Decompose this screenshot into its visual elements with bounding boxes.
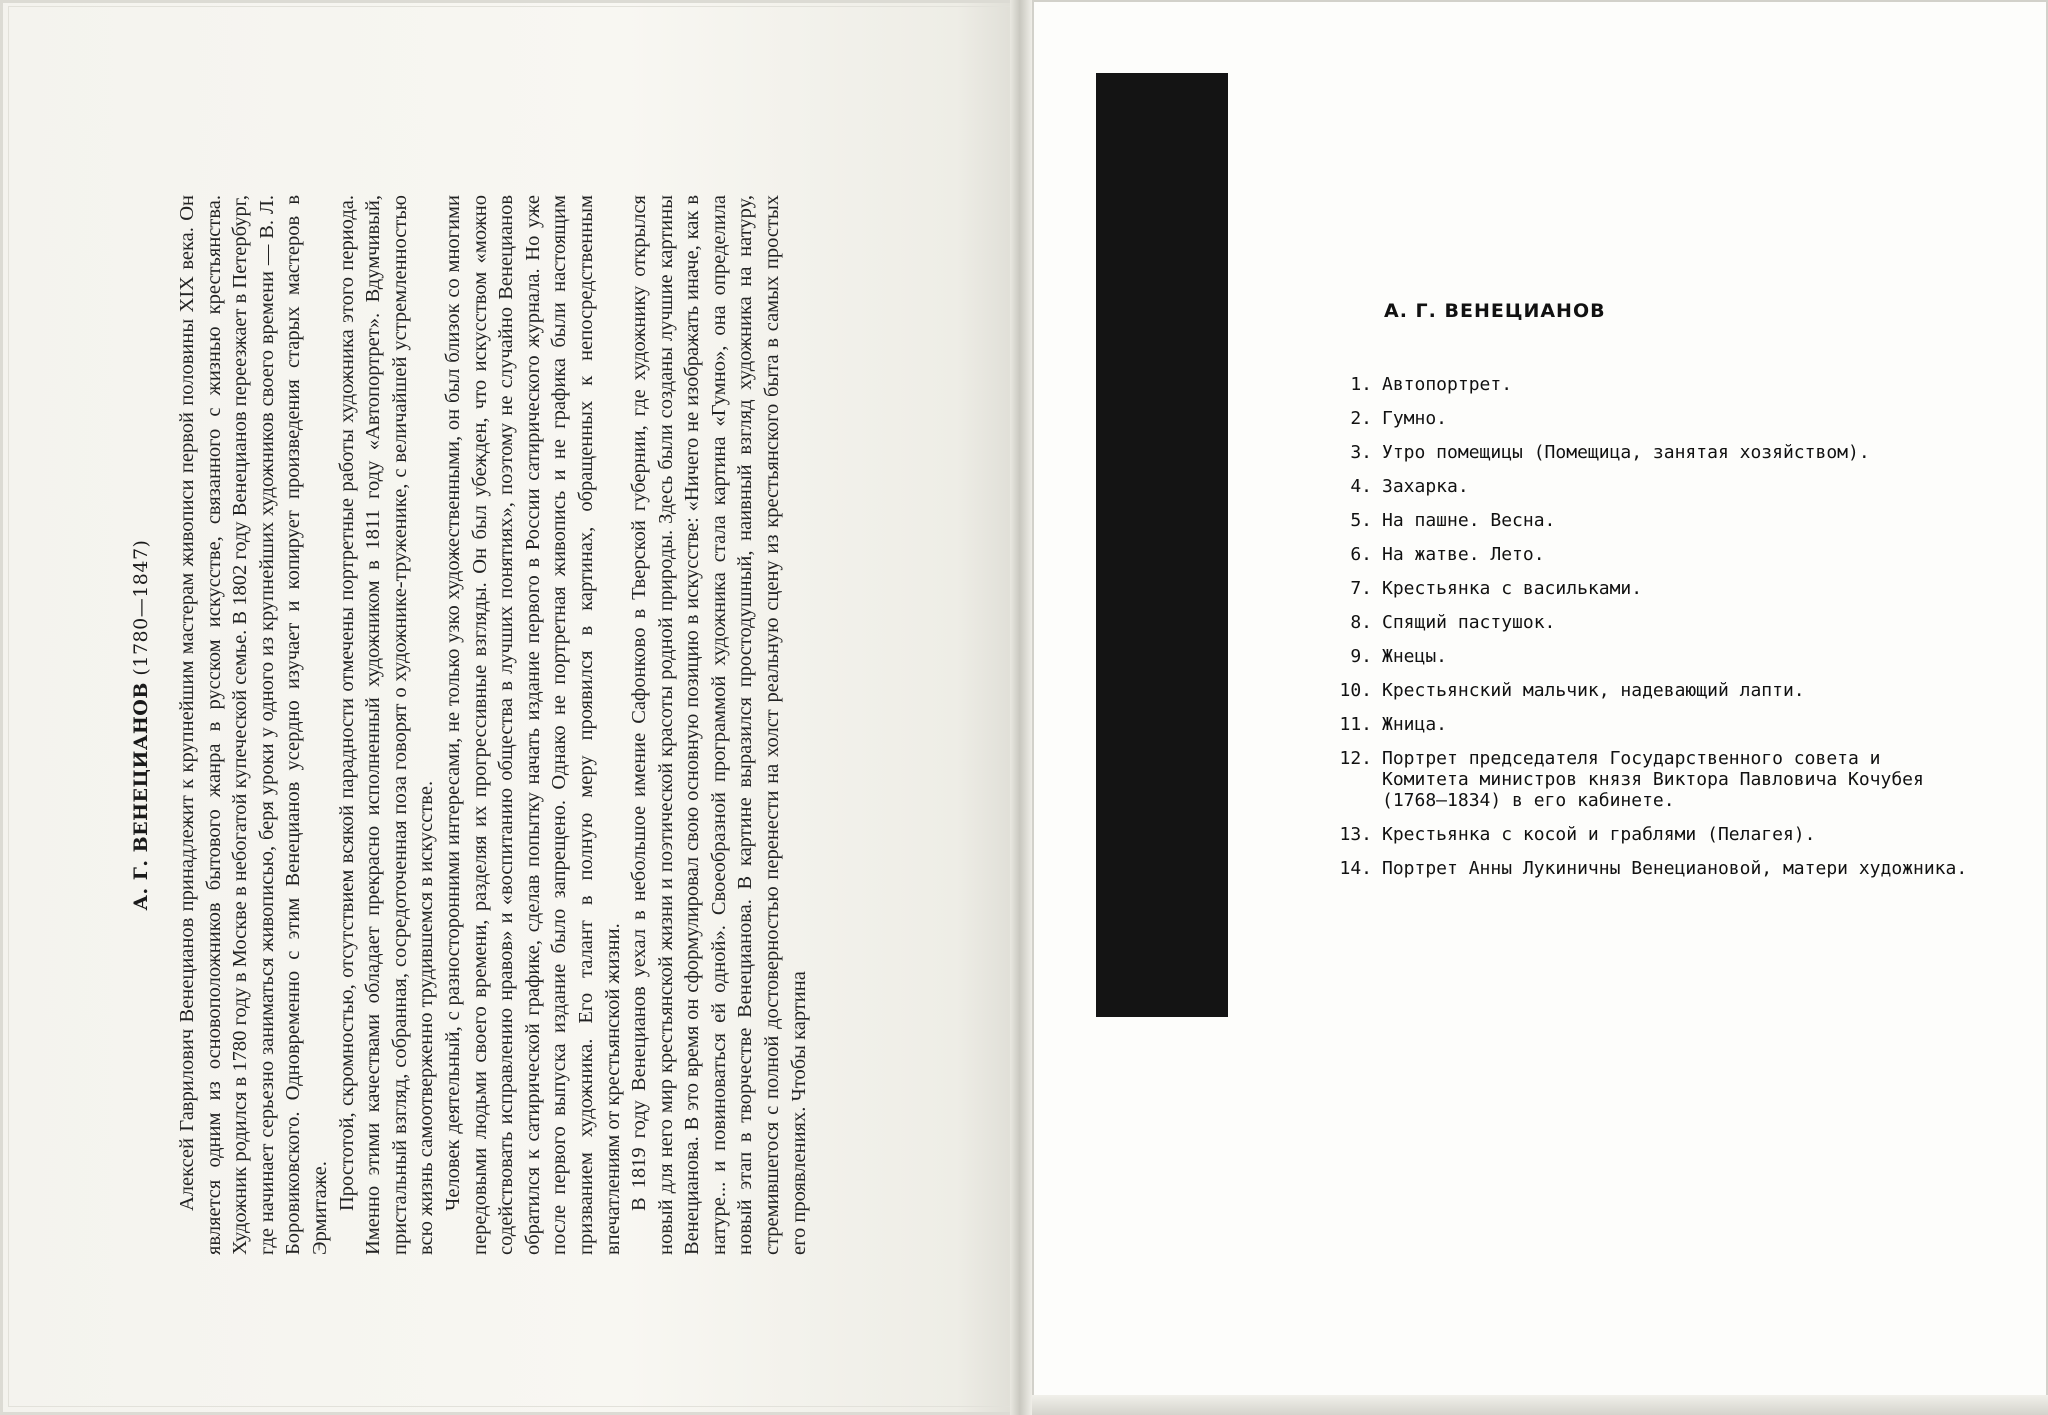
item-title: Спящий пастушок. — [1382, 612, 1556, 633]
book-spine — [1010, 0, 1032, 1415]
item-title: Крестьянский мальчик, надевающий лапти. — [1382, 680, 1805, 701]
biography-text — [174, 195, 812, 1255]
list-item — [1330, 748, 1970, 811]
item-title: Портрет Анны Лукиничны Венециановой, матери художника. — [1382, 858, 1968, 879]
list-item — [1330, 442, 1970, 463]
item-title: Жница. — [1382, 714, 1448, 735]
list-item — [1330, 408, 1970, 429]
item-title: Крестьянка с косой и граблями (Пелагея). — [1382, 824, 1816, 845]
item-number: 5. — [1350, 510, 1372, 531]
rotated-text-block — [130, 195, 910, 1255]
item-title: Крестьянка с васильками. — [1382, 578, 1643, 599]
item-title: На пашне. Весна. — [1382, 510, 1556, 531]
item-number: 9. — [1350, 646, 1372, 667]
list-item — [1330, 646, 1970, 667]
paragraph: Простотой, скромностью, отсутствием всякой парадности отмечены портретные работы художника этого периода. Именно этими качествами обладает прекрасно исполненный художником в 1811 году «Автопортрет». Вдумчивый, пристальный взгляд, собранная, сосредоточенная поза говорят о художнике-труженике, с величайшей устремленностью всю жизнь самоотверженно трудившемся в искусстве. — [335, 195, 438, 1255]
paragraph: Алексей Гаврилович Венецианов принадлежит к крупнейшим мастерам живописи первой половины XIX века. Он является одним из основоположников бытового жанра в русском искусстве, связанного с жизнью крестьянства. Художник родился в 1780 году в Москве в небогатой купеческой семье. В 1802 году Венецианов переезжает в Петербург, где начинает серьезно заниматься живописью, беря уроки у одного из крупнейших художников своего времени — В. Л. Боровиковского. Одновременно с этим Венецианов усердно изучает и копирует произведения старых мастеров в Эрмитаже. — [176, 195, 331, 1255]
left-heading — [130, 195, 152, 1255]
item-number: 12. — [1339, 748, 1372, 769]
heading-years: (1780—1847) — [130, 539, 152, 676]
item-number: 2. — [1350, 408, 1372, 429]
item-title: Гумно. — [1382, 408, 1448, 429]
list-item — [1330, 544, 1970, 565]
item-title: Захарка. — [1382, 476, 1469, 497]
list-item — [1330, 374, 1970, 395]
black-band — [1096, 73, 1228, 1017]
item-number: 6. — [1350, 544, 1372, 565]
list-item — [1330, 680, 1970, 701]
item-number: 1. — [1350, 374, 1372, 395]
item-number: 3. — [1350, 442, 1372, 463]
item-number: 13. — [1339, 824, 1372, 845]
item-number: 7. — [1350, 578, 1372, 599]
paragraph: Человек деятельный, с разносторонними интересами, не только узко художественными, он был близок со многими передовыми людьми своего времени, разделяя их прогрессивные взгляды. Он был убежден, что искусством «можно содействовать исправлению нравов» и «воспитанию общества в лучших понятиях», поэтому не случайно Венецианов обратился к сатирической графике, сделав попытку начать издание первого в России сатирического журнала. Но уже после первого выпуска издание было запрещено. Однако не портретная живопись и не графика были настоящим призванием художника. Его талант в полную меру проявился в картинах, обращенных к непосредственным впечатлениям от крестьянской жизни. — [441, 195, 624, 1255]
item-number: 14. — [1339, 858, 1372, 879]
heading-name: А. Г. ВЕНЕЦИАНОВ — [130, 682, 152, 911]
item-title: Портрет председателя Государственного совета и Комитета министров князя Виктора Павловича Кочубея (1768—1834) в его кабинете. — [1382, 748, 1924, 811]
paragraph: В 1819 году Венецианов уехал в небольшое имение Сафонково в Тверской губернии, где художнику открылся новый для него мир крестьянской жизни и поэтической красоты родной природы. Здесь были созданы лучшие картины Венецианова. В это время он сформулировал свою основную позицию в искусстве: «Ничего не изображать иначе, как в натуре... и повиноваться ей одной». Своеобразной программой художника стала картина «Гумно», она определила новый этап в творчестве Венецианова. В картине выразился простодушный, наивный взгляд художника на натуру, стремившегося с полной достоверностью перенести на холст реальную сцену из крестьянского быта в самых простых его проявлениях. Чтобы картина — [628, 195, 810, 1255]
list-item — [1330, 476, 1970, 497]
item-title: На жатве. Лето. — [1382, 544, 1545, 565]
item-number: 11. — [1339, 714, 1372, 735]
list-item — [1330, 714, 1970, 735]
list-item — [1330, 578, 1970, 599]
item-title: Жнецы. — [1382, 646, 1448, 667]
contents-list — [1330, 374, 1970, 892]
list-item — [1330, 824, 1970, 845]
item-title: Автопортрет. — [1382, 374, 1513, 395]
list-item — [1330, 510, 1970, 531]
list-item — [1330, 858, 1970, 879]
list-item — [1330, 612, 1970, 633]
item-number: 8. — [1350, 612, 1372, 633]
item-title: Утро помещицы (Помещица, занятая хозяйством). — [1382, 442, 1870, 463]
contents-title: А. Г. ВЕНЕЦИАНОВ — [1384, 300, 1606, 322]
item-number: 4. — [1350, 476, 1372, 497]
page-edge — [1032, 1395, 2048, 1415]
item-number: 10. — [1339, 680, 1372, 701]
